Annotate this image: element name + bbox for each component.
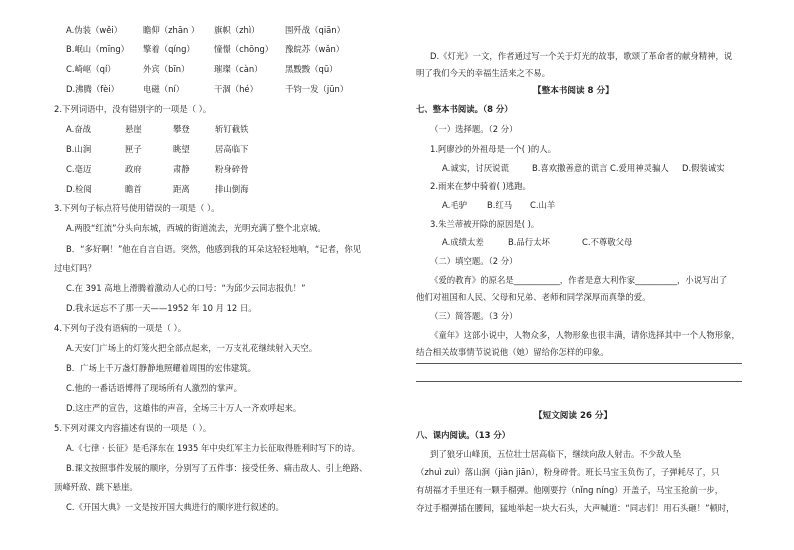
q1-option-a-1: A.伪装（wěi） bbox=[66, 25, 123, 35]
q5-option-c: C.《开国大典》一文是按开国大典进行的顺序进行叙述的。 bbox=[66, 502, 284, 512]
q4-option-c: C.他的一番话语博得了现场所有人激烈的掌声。 bbox=[66, 383, 243, 393]
q3-option-c: C.在 391 高地上滑腾着激动人心的口号：“为邱少云同志报仇！” bbox=[66, 283, 306, 293]
q1-option-d-3: 干涸（hé） bbox=[214, 84, 258, 94]
q7-1-3-stem: 3.朱兰蒂被开除的原因是( )。 bbox=[430, 219, 540, 229]
q3-stem: 3.下列句子标点符号使用错误的一项是（ ）。 bbox=[54, 203, 220, 213]
q3-option-b-line2: 过电灯吗？ bbox=[54, 263, 96, 273]
q5-option-b-line1: B.课文按照事件发展的顺序，分别写了五件事：接受任务、痛击敌人、引上绝路、 bbox=[66, 463, 368, 473]
q1-option-c-1: C.崎岖（qí） bbox=[66, 64, 116, 74]
q2-d-1: D.检阅 bbox=[66, 184, 92, 194]
q2-a-1: A.奋战 bbox=[66, 124, 91, 134]
q8-title: 八、课内阅读。（13 分） bbox=[416, 430, 511, 440]
q5-stem: 5.下列对课文内容描述有误的一项是（ ）。 bbox=[54, 423, 212, 433]
q2-b-1: B.山涧 bbox=[66, 144, 92, 154]
q2-stem: 2.下列词语中，没有错别字的一项是（ ）。 bbox=[54, 104, 212, 114]
q7-1-3-option-a: A.成绩太差 bbox=[442, 237, 484, 247]
q5-option-d-line2: 明了我们今天的幸福生活来之不易。 bbox=[416, 68, 550, 78]
q5-option-b-line2: 顶峰歼敌、跳下悬崖。 bbox=[54, 482, 138, 492]
q1-option-d-4: 千钧一发（jūn） bbox=[285, 84, 349, 94]
q7-part1-title: （一）选择题。（2 分） bbox=[430, 124, 518, 134]
passage-line-2: （zhuì zuì）落山涧（jiàn jiān），粉身碎骨。班长马宝玉负伤了，子弹耗尽了，只 bbox=[416, 467, 720, 477]
q7-1-3-option-b: B.品行太坏 bbox=[508, 237, 550, 247]
q7-1-2-stem: 2.雨来在梦中骑着( )逃跑。 bbox=[430, 181, 531, 191]
q5-option-d-line1: D.《灯光》一文，作者通过写一个关于灯光的故事，歌颂了革命者的献身精神，说 bbox=[430, 51, 733, 61]
q2-a-2: 悬崖 bbox=[125, 124, 142, 134]
q2-b-4: 居高临下 bbox=[215, 144, 249, 154]
q3-option-a: A.两股“红流”分头向东城，西城的街道流去，光明充满了整个北京城。 bbox=[66, 223, 326, 233]
q1-option-d-1: D.沸腾（fèi） bbox=[66, 84, 120, 94]
q1-option-a-2: 瞻仰（zhān ） bbox=[143, 25, 200, 35]
q1-option-b-3: 憧憬（chōng） bbox=[214, 44, 274, 54]
q1-option-a-3: 旗帜（zhì） bbox=[214, 25, 260, 35]
q7-3-line1: 《童年》这部小说中，人物众多，人物形象也很丰满，请你选择其中一个人物形象， bbox=[430, 330, 740, 340]
section-header-short-reading: 【短文阅读 26 分】 bbox=[534, 411, 613, 421]
q2-b-3: 眺望 bbox=[173, 144, 190, 154]
q3-option-b-line1: B．“多好啊！”他在自言自语。突然，他感到我的耳朵这轻轻地响，“记者，你见 bbox=[66, 244, 362, 254]
q1-option-c-3: 璀璨（càn） bbox=[214, 64, 263, 74]
q2-c-1: C.毫迈 bbox=[66, 164, 92, 174]
q7-1-1-option-c: C.爱用神灵骗人 bbox=[610, 163, 669, 173]
q2-c-2: 政府 bbox=[125, 164, 142, 174]
q7-part2-title: （二）填空题。（2 分） bbox=[430, 256, 518, 266]
q7-1-2-option-c: C.山羊 bbox=[530, 200, 556, 210]
q7-part3-title: （三）简答题。（3 分） bbox=[430, 311, 518, 321]
q7-2-line1: 《爱的教育》的原名是___________，作者是意大利作家__________，小说写出了 bbox=[430, 275, 728, 285]
q1-option-a-4: 围歼战（qiān） bbox=[285, 25, 345, 35]
q7-3-line2: 结合相关故事情节说说他（她）留给你怎样的印象。 bbox=[416, 347, 609, 357]
q4-stem: 4.下列句子没有语病的一项是（ ）。 bbox=[54, 323, 187, 333]
q4-option-a: A.天安门广场上的灯笼火把全部点起来，一万支礼花继续射入天空。 bbox=[66, 343, 318, 353]
q2-d-3: 距离 bbox=[173, 184, 190, 194]
q5-option-a: A.《七律 · 长征》是毛泽东在 1935 年中央红军主力长征取得胜利时写下的诗。 bbox=[66, 443, 361, 453]
q1-option-b-2: 擎着（qíng） bbox=[143, 44, 195, 54]
answer-line-2 bbox=[416, 381, 742, 382]
q7-2-line2: 他们对祖国和人民、父母和兄弟、老师和同学深厚而真挚的爱。 bbox=[416, 292, 651, 302]
q7-1-1-option-b: B.喜欢撒善意的谎言 bbox=[532, 163, 608, 173]
q4-option-b: B．广场上千万盏灯静静地照耀着周围的宏伟建筑。 bbox=[66, 363, 256, 373]
passage-line-3: 有胡福才手里还有一颗手榴弹。他刚要拧（nǐng níng）开盖子，马宝玉抢前一步， bbox=[416, 485, 724, 495]
q4-option-d: D.这庄严的宣告，这雄伟的声音，全场三十万人一齐欢呼起来。 bbox=[66, 403, 302, 413]
q1-option-c-4: 黑黢黢（qū） bbox=[285, 64, 338, 74]
q1-option-b-1: B.岷山（mīng） bbox=[66, 44, 130, 54]
q1-option-d-2: 电磁（ní） bbox=[143, 84, 185, 94]
q7-1-2-option-b: B.红马 bbox=[487, 200, 513, 210]
q7-1-3-option-c: C.不尊敬父母 bbox=[582, 237, 633, 247]
q7-1-1-option-a: A.诚实，讨厌说谎 bbox=[442, 163, 509, 173]
q2-c-4: 粉身碎骨 bbox=[215, 164, 249, 174]
q7-1-2-option-a: A.毛驴 bbox=[442, 200, 467, 210]
passage-line-1: 到了狼牙山峰顶，五位壮士居高临下，继续向敌人射击。不少敌人坠 bbox=[430, 449, 682, 459]
q2-d-4: 排山倒海 bbox=[215, 184, 249, 194]
q1-option-c-2: 外宾（bīn） bbox=[143, 64, 190, 74]
q7-1-1-option-d: D.假装诚实 bbox=[682, 163, 725, 173]
q2-a-3: 攀登 bbox=[173, 124, 190, 134]
q7-1-1-stem: 1.阿廖沙的外祖母是一个( )的人。 bbox=[430, 144, 557, 154]
q1-option-b-4: 豫皖苏（wǎn） bbox=[285, 44, 345, 54]
answer-line-1 bbox=[416, 363, 742, 364]
q3-option-d: D.我永远忘不了那一天——1952 年 10 月 12 日。 bbox=[66, 303, 257, 313]
passage-line-4: 夺过手榴弹插在腰间，猛地举起一块大石头，大声喊道：“同志们！用石头砸！”顿时， bbox=[416, 503, 735, 513]
q2-b-2: 匣子 bbox=[125, 144, 142, 154]
q2-d-2: 瞻首 bbox=[125, 184, 142, 194]
q2-a-4: 斩钉截铁 bbox=[215, 124, 249, 134]
section-header-book-reading: 【整本书阅读 8 分】 bbox=[533, 86, 614, 96]
q7-title: 七、整本书阅读。（8 分） bbox=[416, 104, 513, 114]
q2-c-3: 肃静 bbox=[173, 164, 190, 174]
